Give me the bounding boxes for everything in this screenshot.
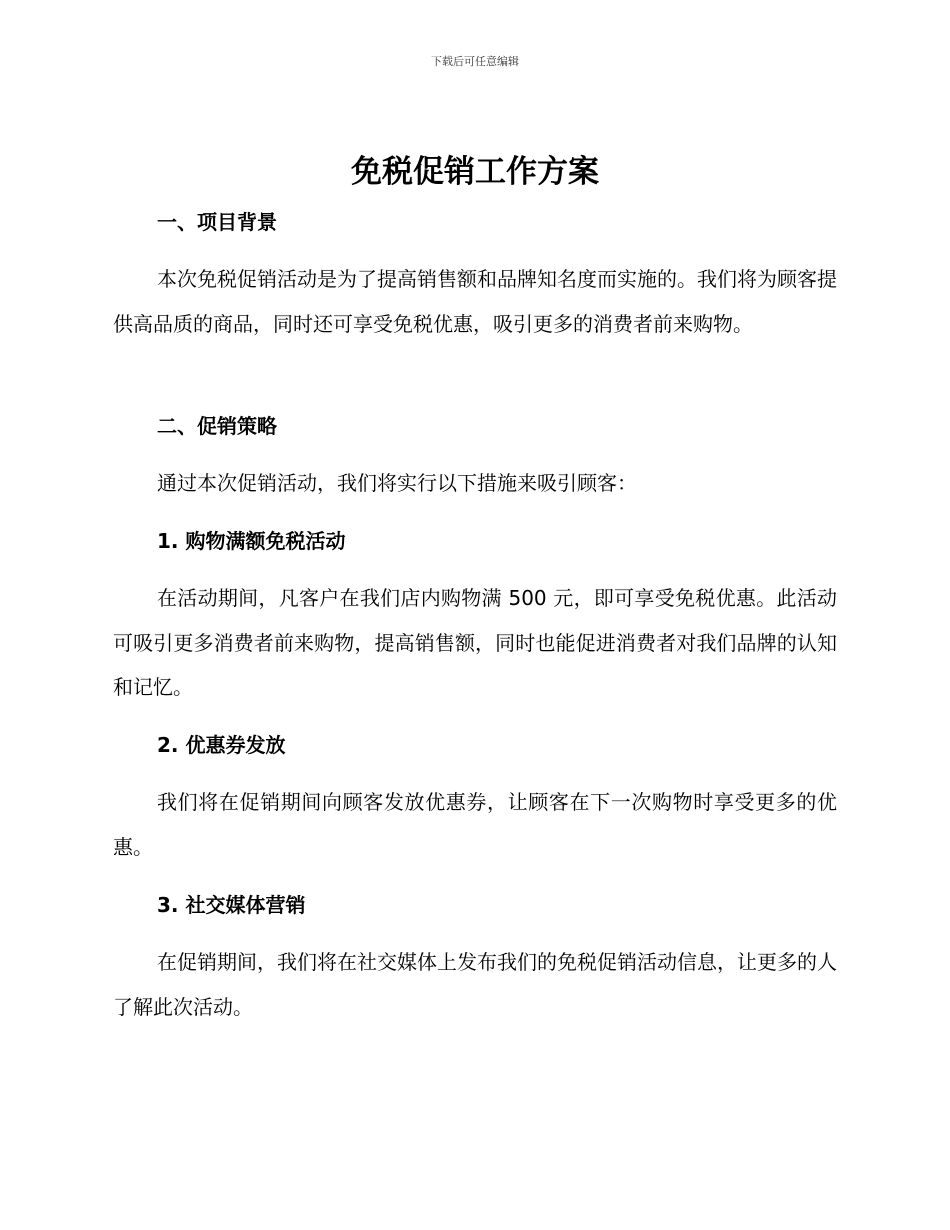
section-heading-coupons: 2. 优惠券发放 xyxy=(157,733,286,757)
section-heading-background: 一、项目背景 xyxy=(157,210,277,234)
section-heading-full-purchase: 1. 购物满额免税活动 xyxy=(157,529,346,553)
section-heading-social-media: 3. 社交媒体营销 xyxy=(157,893,306,917)
section-paragraph-social-media: 在促销期间，我们将在社交媒体上发布我们的免税促销活动信息，让更多的人了解此次活动。 xyxy=(113,950,837,1019)
section-paragraph-background: 本次免税促销活动是为了提高销售额和品牌知名度而实施的。我们将为顾客提供高品质的商品，同时还可享受免税优惠，吸引更多的消费者前来购物。 xyxy=(113,267,837,336)
section-heading-strategy: 二、促销策略 xyxy=(157,414,277,438)
section-paragraph-coupons: 我们将在促销期间向顾客发放优惠券，让顾客在下一次购物时享受更多的优惠。 xyxy=(113,790,837,859)
section-paragraph-strategy: 通过本次促销活动，我们将实行以下措施来吸引顾客： xyxy=(157,471,637,495)
section-paragraph-full-purchase: 在活动期间，凡客户在我们店内购物满 500 元，即可享受免税优惠。此活动可吸引更多消费者前来购物，提高销售额，同时也能促进消费者对我们品牌的认知和记忆。 xyxy=(113,586,837,699)
page-header-note: 下载后可任意编辑 xyxy=(431,55,519,68)
page-title: 免税促销工作方案 xyxy=(351,154,599,190)
